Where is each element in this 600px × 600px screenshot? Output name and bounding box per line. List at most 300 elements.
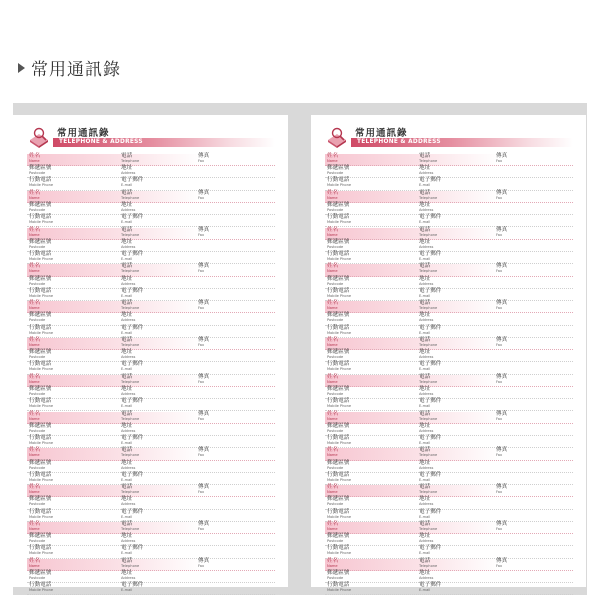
field-name: [29, 338, 40, 348]
field-address-en: Address: [419, 355, 434, 360]
field-address-en: Address: [121, 392, 136, 397]
entry-row-name[interactable]: [325, 485, 573, 497]
field-email: [121, 399, 143, 409]
field-postcode: [327, 497, 349, 507]
field-name: [327, 228, 338, 238]
field-address: [419, 313, 433, 323]
field-address-zh: 地址: [419, 533, 431, 540]
field-email: [121, 436, 143, 446]
entry-row-name[interactable]: [325, 559, 573, 571]
field-postcode-zh: 郵遞區號: [327, 312, 350, 319]
field-fax-en: Fax: [496, 527, 503, 532]
field-address-en: Address: [419, 392, 434, 397]
field-email-en: E-mail: [121, 257, 133, 262]
field-address: [419, 240, 433, 250]
field-fax-en: Fax: [496, 343, 503, 348]
field-mobile-zh: 行動電話: [29, 434, 52, 441]
page-title: 常用通訊錄: [31, 60, 121, 80]
field-mobile-zh: 行動電話: [29, 250, 52, 257]
field-email-zh: 電子郵件: [419, 287, 442, 294]
field-mobile-en: Mobile Phone: [29, 551, 54, 556]
field-address-zh: 地址: [121, 422, 133, 429]
field-email-zh: 電子郵件: [419, 398, 442, 405]
field-email-en: E-mail: [121, 220, 133, 225]
entry-row-address[interactable]: [27, 424, 275, 436]
field-email: [419, 215, 441, 225]
entry-row-contact[interactable]: [325, 252, 573, 264]
entry-row-name[interactable]: [325, 412, 573, 424]
contact-entry: [325, 485, 573, 522]
field-mobile: [29, 399, 53, 409]
field-mobile-zh: 行動電話: [29, 471, 52, 478]
field-mobile-zh: 行動電話: [29, 214, 52, 221]
field-fax: [198, 264, 209, 274]
field-email: [121, 289, 143, 299]
entry-row-contact[interactable]: [325, 289, 573, 301]
entry-row-contact[interactable]: [27, 399, 275, 411]
field-mobile-en: Mobile Phone: [327, 183, 352, 188]
field-telephone-zh: 電話: [121, 520, 133, 527]
entry-row-address[interactable]: [27, 240, 275, 252]
entry-row-name[interactable]: [325, 264, 573, 276]
entry-row-contact[interactable]: [325, 362, 573, 374]
entry-row-address[interactable]: [325, 350, 573, 362]
field-address: [419, 534, 433, 544]
entry-row-name[interactable]: [27, 412, 275, 424]
field-name-en: Name: [327, 563, 338, 568]
field-postcode-zh: 郵遞區號: [29, 349, 52, 356]
field-fax: [496, 191, 507, 201]
field-address-zh: 地址: [121, 275, 133, 282]
field-telephone: [419, 448, 437, 458]
entry-row-address[interactable]: [27, 387, 275, 399]
field-telephone: [419, 191, 437, 201]
entry-row-address[interactable]: [325, 203, 573, 215]
field-postcode-zh: 郵遞區號: [327, 349, 350, 356]
field-mobile-en: Mobile Phone: [327, 257, 352, 262]
field-address: [419, 461, 433, 471]
field-fax-en: Fax: [496, 159, 503, 164]
entry-row-address[interactable]: [27, 313, 275, 325]
entry-row-contact[interactable]: [325, 473, 573, 485]
field-email-en: E-mail: [419, 551, 431, 556]
entry-row-name[interactable]: [27, 338, 275, 350]
field-mobile: [327, 546, 351, 556]
field-postcode-zh: 郵遞區號: [29, 459, 52, 466]
entry-row-name[interactable]: [325, 522, 573, 534]
field-postcode-en: Postcode: [29, 208, 46, 213]
entry-row-address[interactable]: [27, 166, 275, 178]
field-postcode-en: Postcode: [29, 502, 46, 507]
field-fax: [496, 559, 507, 569]
field-fax-zh: 傳真: [198, 153, 210, 159]
field-telephone-en: Telephone: [419, 490, 438, 495]
field-email-en: E-mail: [419, 588, 431, 593]
field-name-zh: 姓名: [327, 410, 339, 417]
field-telephone-zh: 電話: [419, 447, 431, 454]
field-email-zh: 電子郵件: [121, 177, 144, 184]
field-postcode-zh: 郵遞區號: [29, 312, 52, 319]
field-postcode: [29, 166, 51, 176]
field-name-zh: 姓名: [29, 263, 41, 270]
field-postcode: [29, 534, 51, 544]
field-email-zh: 電子郵件: [419, 582, 442, 589]
entry-row-address[interactable]: [325, 424, 573, 436]
address-book-spread: [13, 103, 587, 595]
field-address: [121, 497, 135, 507]
entry-row-name[interactable]: [27, 522, 275, 534]
field-name-zh: 姓名: [327, 336, 339, 343]
field-email-zh: 電子郵件: [121, 508, 144, 515]
field-fax-zh: 傳真: [198, 557, 210, 564]
field-address: [121, 350, 135, 360]
field-postcode-zh: 郵遞區號: [29, 422, 52, 429]
field-name-zh: 姓名: [29, 557, 41, 564]
field-postcode: [29, 571, 51, 581]
field-email: [121, 215, 143, 225]
field-mobile-en: Mobile Phone: [327, 477, 352, 482]
field-mobile-zh: 行動電話: [29, 582, 52, 589]
field-address-zh: 地址: [121, 569, 133, 576]
field-address-zh: 地址: [121, 349, 133, 356]
field-email-zh: 電子郵件: [419, 471, 442, 478]
field-mobile-en: Mobile Phone: [327, 441, 352, 446]
entry-row-name[interactable]: [325, 448, 573, 460]
field-telephone: [419, 338, 437, 348]
field-mobile-en: Mobile Phone: [29, 330, 54, 335]
entry-row-address[interactable]: [325, 277, 573, 289]
book-subtitle: TELEPHONE & ADDRESS: [357, 139, 441, 145]
entry-list: [27, 154, 275, 596]
field-mobile-en: Mobile Phone: [327, 293, 352, 298]
field-mobile-zh: 行動電話: [327, 177, 350, 184]
contact-entry: [325, 154, 573, 191]
field-mobile: [29, 215, 53, 225]
entry-row-name[interactable]: [27, 375, 275, 387]
field-address: [419, 203, 433, 213]
field-telephone-en: Telephone: [121, 343, 140, 348]
field-telephone: [419, 154, 437, 164]
field-postcode-zh: 郵遞區號: [327, 496, 350, 503]
field-name-zh: 姓名: [327, 447, 339, 454]
entry-row-name[interactable]: [27, 154, 275, 166]
field-mobile: [29, 178, 53, 188]
entry-row-address[interactable]: [325, 461, 573, 473]
field-address-en: Address: [121, 171, 136, 176]
entry-row-name[interactable]: [325, 191, 573, 203]
field-mobile: [327, 583, 351, 593]
field-email-en: E-mail: [121, 514, 133, 519]
field-fax-zh: 傳真: [496, 336, 508, 343]
field-telephone-zh: 電話: [121, 189, 133, 196]
field-name-zh: 姓名: [29, 373, 41, 380]
field-postcode-en: Postcode: [29, 539, 46, 544]
field-postcode-en: Postcode: [29, 392, 46, 397]
entry-row-address[interactable]: [325, 387, 573, 399]
field-address: [121, 461, 135, 471]
field-email-en: E-mail: [121, 477, 133, 482]
entry-row-contact[interactable]: [27, 289, 275, 301]
field-postcode-zh: 郵遞區號: [327, 385, 350, 392]
field-name: [327, 264, 338, 274]
contact-entry: [27, 522, 275, 559]
field-address-en: Address: [419, 465, 434, 470]
field-address-zh: 地址: [419, 312, 431, 319]
field-telephone-zh: 電話: [419, 189, 431, 196]
entry-row-name[interactable]: [325, 154, 573, 166]
entry-row-contact[interactable]: [27, 252, 275, 264]
field-name: [29, 522, 40, 532]
entry-row-contact[interactable]: [325, 178, 573, 190]
entry-row-address[interactable]: [325, 534, 573, 546]
field-telephone-en: Telephone: [419, 453, 438, 458]
field-fax-en: Fax: [496, 416, 503, 421]
entry-row-contact[interactable]: [27, 215, 275, 227]
entry-row-contact[interactable]: [27, 178, 275, 190]
entry-row-contact[interactable]: [27, 436, 275, 448]
field-fax-zh: 傳真: [198, 484, 210, 491]
field-email-en: E-mail: [121, 404, 133, 409]
field-name-zh: 姓名: [29, 520, 41, 527]
entry-row-contact[interactable]: [325, 546, 573, 558]
entry-row-name[interactable]: [27, 191, 275, 203]
field-fax-zh: 傳真: [198, 520, 210, 527]
field-mobile-en: Mobile Phone: [29, 441, 54, 446]
field-telephone-zh: 電話: [419, 410, 431, 417]
field-fax-en: Fax: [198, 416, 205, 421]
field-name-en: Name: [327, 490, 338, 495]
field-telephone: [419, 264, 437, 274]
entry-row-name[interactable]: [325, 228, 573, 240]
field-mobile: [327, 436, 351, 446]
field-mobile: [327, 178, 351, 188]
field-name: [29, 448, 40, 458]
field-fax: [198, 485, 209, 495]
field-address-en: Address: [419, 281, 434, 286]
field-telephone: [121, 338, 139, 348]
field-address-zh: 地址: [121, 385, 133, 392]
field-name: [327, 191, 338, 201]
entry-row-name[interactable]: [325, 375, 573, 387]
field-telephone-en: Telephone: [419, 195, 438, 200]
entry-row-name[interactable]: [27, 301, 275, 313]
entry-row-address[interactable]: [27, 534, 275, 546]
field-email-en: E-mail: [419, 514, 431, 519]
field-fax-zh: 傳真: [198, 300, 210, 307]
entry-row-address[interactable]: [27, 571, 275, 583]
field-fax-zh: 傳真: [496, 263, 508, 270]
entry-row-contact[interactable]: [325, 326, 573, 338]
field-email-zh: 電子郵件: [419, 361, 442, 368]
field-telephone: [121, 228, 139, 238]
entry-row-address[interactable]: [27, 350, 275, 362]
field-name: [29, 375, 40, 385]
field-postcode-en: Postcode: [327, 318, 344, 323]
field-email: [419, 178, 441, 188]
entry-row-name[interactable]: [27, 559, 275, 571]
field-name-en: Name: [29, 195, 40, 200]
field-telephone: [121, 301, 139, 311]
book-title: 常用通訊錄: [57, 128, 110, 139]
field-address-en: Address: [419, 539, 434, 544]
field-postcode-en: Postcode: [29, 355, 46, 360]
field-name-en: Name: [327, 195, 338, 200]
entry-row-contact[interactable]: [325, 510, 573, 522]
field-fax: [198, 301, 209, 311]
contact-entry: [27, 338, 275, 375]
field-address: [419, 497, 433, 507]
entry-row-contact[interactable]: [325, 436, 573, 448]
field-telephone-zh: 電話: [121, 410, 133, 417]
field-mobile: [29, 289, 53, 299]
entry-row-address[interactable]: [27, 497, 275, 509]
field-postcode-zh: 郵遞區號: [327, 165, 350, 172]
entry-row-name[interactable]: [27, 485, 275, 497]
field-address: [121, 203, 135, 213]
field-name-zh: 姓名: [29, 336, 41, 343]
entry-row-contact[interactable]: [325, 399, 573, 411]
field-name-en: Name: [29, 306, 40, 311]
field-address-zh: 地址: [121, 312, 133, 319]
field-postcode-zh: 郵遞區號: [29, 201, 52, 208]
field-postcode-en: Postcode: [29, 428, 46, 433]
entry-row-contact[interactable]: [325, 583, 573, 595]
field-email: [121, 178, 143, 188]
field-name: [29, 228, 40, 238]
field-mobile-zh: 行動電話: [327, 582, 350, 589]
field-name: [327, 522, 338, 532]
field-telephone-zh: 電話: [121, 557, 133, 564]
field-email: [121, 362, 143, 372]
entry-row-contact[interactable]: [27, 510, 275, 522]
field-fax-en: Fax: [198, 490, 205, 495]
field-mobile: [29, 473, 53, 483]
field-name-en: Name: [29, 269, 40, 274]
field-email-zh: 電子郵件: [419, 324, 442, 331]
entry-row-address[interactable]: [325, 166, 573, 178]
field-name-en: Name: [327, 343, 338, 348]
field-email-zh: 電子郵件: [121, 324, 144, 331]
field-address: [121, 166, 135, 176]
field-postcode: [327, 424, 349, 434]
field-postcode-zh: 郵遞區號: [327, 201, 350, 208]
field-telephone-en: Telephone: [121, 195, 140, 200]
contact-entry: [27, 412, 275, 449]
field-name-zh: 姓名: [327, 484, 339, 491]
entry-row-contact[interactable]: [27, 546, 275, 558]
entry-row-name[interactable]: [325, 301, 573, 313]
entry-row-name[interactable]: [27, 264, 275, 276]
entry-row-address[interactable]: [27, 461, 275, 473]
entry-row-contact[interactable]: [27, 583, 275, 595]
field-telephone-zh: 電話: [121, 263, 133, 270]
entry-row-address[interactable]: [325, 313, 573, 325]
contact-entry: [325, 522, 573, 559]
field-email-zh: 電子郵件: [121, 398, 144, 405]
entry-row-address[interactable]: [325, 571, 573, 583]
field-postcode-en: Postcode: [29, 318, 46, 323]
field-telephone-zh: 電話: [419, 300, 431, 307]
field-telephone: [419, 485, 437, 495]
field-telephone-en: Telephone: [419, 306, 438, 311]
field-mobile-zh: 行動電話: [29, 324, 52, 331]
field-telephone: [121, 154, 139, 164]
field-address: [419, 350, 433, 360]
field-name-zh: 姓名: [29, 226, 41, 233]
entry-row-name[interactable]: [27, 448, 275, 460]
left-page: [13, 115, 288, 593]
field-telephone-en: Telephone: [121, 306, 140, 311]
field-postcode: [327, 240, 349, 250]
entry-row-contact[interactable]: [27, 473, 275, 485]
field-name-en: Name: [29, 159, 40, 164]
field-address: [419, 166, 433, 176]
field-postcode-en: Postcode: [327, 281, 344, 286]
field-mobile: [327, 362, 351, 372]
entry-row-address[interactable]: [325, 497, 573, 509]
field-address: [121, 571, 135, 581]
field-email: [419, 326, 441, 336]
book-title: 常用通訊錄: [355, 128, 408, 139]
field-name: [327, 375, 338, 385]
entry-row-address[interactable]: [27, 277, 275, 289]
field-name: [29, 154, 40, 164]
field-mobile-zh: 行動電話: [29, 287, 52, 294]
field-address-en: Address: [419, 171, 434, 176]
contact-entry: [27, 485, 275, 522]
field-address-en: Address: [419, 576, 434, 581]
entry-row-address[interactable]: [325, 240, 573, 252]
field-name-en: Name: [327, 159, 338, 164]
entry-row-name[interactable]: [325, 338, 573, 350]
field-telephone: [419, 228, 437, 238]
field-telephone-en: Telephone: [121, 490, 140, 495]
entry-row-name[interactable]: [27, 228, 275, 240]
field-name-zh: 姓名: [327, 153, 339, 159]
field-telephone-en: Telephone: [419, 343, 438, 348]
field-name-en: Name: [327, 416, 338, 421]
field-address-zh: 地址: [419, 275, 431, 282]
field-name-zh: 姓名: [327, 189, 339, 196]
field-mobile-zh: 行動電話: [29, 545, 52, 552]
field-name-en: Name: [327, 306, 338, 311]
field-name-en: Name: [29, 379, 40, 384]
entry-row-contact[interactable]: [27, 326, 275, 338]
field-mobile: [29, 583, 53, 593]
field-telephone-en: Telephone: [121, 563, 140, 568]
field-name-en: Name: [29, 527, 40, 532]
field-mobile-en: Mobile Phone: [29, 257, 54, 262]
entry-row-address[interactable]: [27, 203, 275, 215]
field-postcode-en: Postcode: [327, 208, 344, 213]
field-name-en: Name: [29, 563, 40, 568]
field-postcode-en: Postcode: [29, 244, 46, 249]
field-fax-en: Fax: [496, 379, 503, 384]
field-postcode: [327, 350, 349, 360]
field-fax-en: Fax: [496, 306, 503, 311]
field-email: [419, 546, 441, 556]
field-mobile-zh: 行動電話: [327, 508, 350, 515]
field-postcode-en: Postcode: [327, 539, 344, 544]
contact-entry: [27, 375, 275, 412]
entry-row-contact[interactable]: [325, 215, 573, 227]
field-mobile-zh: 行動電話: [29, 177, 52, 184]
field-fax: [496, 448, 507, 458]
field-mobile-zh: 行動電話: [29, 398, 52, 405]
field-postcode-en: Postcode: [29, 465, 46, 470]
field-email: [419, 289, 441, 299]
entry-row-contact[interactable]: [27, 362, 275, 374]
